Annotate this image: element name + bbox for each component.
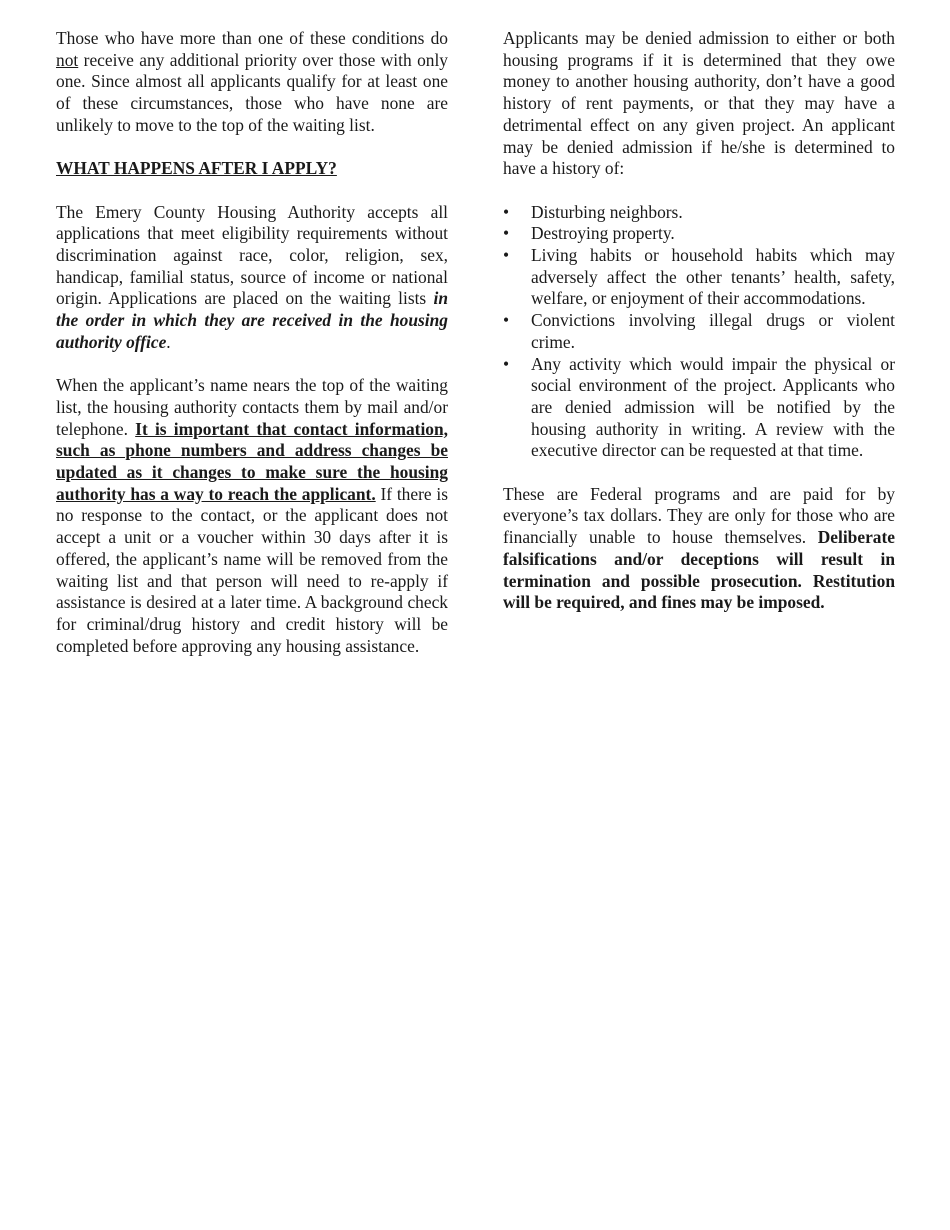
spacer	[56, 137, 448, 159]
list-item: • Living habits or household habits which may adversely affect the other tenants’ health, safety, welfare, or enjoyment of their accommodations.	[503, 245, 895, 309]
falsification-warning: Deliberate falsifications and/or deceptions will result in termination and possible prosecution. Restitution will be required, and fines may be imposed.	[503, 527, 895, 613]
spacer	[503, 180, 895, 202]
bullet-icon: •	[503, 310, 510, 331]
list-item: • Convictions involving illegal drugs or violent crime.	[503, 310, 895, 352]
denial-paragraph: Applicants may be denied admission to either or both housing programs if it is determined that they owe money to another housing authority, don’t have a good history of rent payments, or that they may have a detrimental effect on any given project. An applicant may be denied admission if he/she is determined to have a history of:	[503, 28, 895, 179]
bullet-icon: •	[503, 223, 510, 244]
acceptance-paragraph: The Emery County Housing Authority accepts all applications that meet eligibility requirements without discrimination against race, color, religion, sex, handicap, familial status, source of income or national origin. Applications are placed on the waiting lists in the order in which they are received in the housing authority office.	[56, 201, 448, 352]
list-item: • Destroying property.	[503, 223, 675, 244]
order-received-emphasis: in the order in which they are received in the housing authority office	[56, 288, 448, 352]
spacer	[56, 354, 448, 376]
bullet-icon: •	[503, 353, 510, 374]
bullet-icon: •	[503, 201, 510, 222]
bullet-icon: •	[503, 245, 510, 266]
not-underlined: not	[56, 49, 79, 70]
list-item: • Any activity which would impair the physical or social environment of the project. Applicants who are denied admission will be notified by the housing authority in writing. A review with the executive director can be requested at that time.	[503, 353, 895, 461]
spacer	[56, 180, 448, 202]
denial-history-list	[503, 202, 895, 462]
priority-paragraph: Those who have more than one of these conditions do not receive any additional priority over those with only one. Since almost all applicants qualify for at least one of these circumstances, those who have none are unlikely to move to the top of the waiting list.	[56, 28, 448, 135]
contact-paragraph: When the applicant’s name nears the top of the waiting list, the housing authority contacts them by mail and/or telephone. It is important that contact information, such as phone numbers and address changes be updated as it changes to make sure the housing authority has a way to reach the applicant. If there is no response to the contact, or the applicant does not accept a unit or a voucher within 30 days after it is offered, the applicant’s name will be removed from the waiting list and that person will need to re-apply if assistance is desired at a later time. A background check for criminal/drug history and credit history will be completed before approving any housing assistance.	[56, 375, 449, 656]
section-heading: WHAT HAPPENS AFTER I APPLY?	[56, 158, 337, 179]
left-column	[56, 28, 448, 657]
spacer	[503, 462, 895, 484]
contact-info-emphasis: It is important that contact information, such as phone numbers and address changes be updated as it changes to make sure the housing authority has a way to reach the applicant.	[56, 418, 449, 504]
federal-paragraph: These are Federal programs and are paid for by everyone’s tax dollars. They are only for those who are financially unable to house themselves. Deliberate falsifications and/or deceptions will result in termination and possible prosecution. Restitution will be required, and fines may be imposed.	[503, 483, 895, 613]
right-column	[503, 28, 895, 614]
list-item: • Disturbing neighbors.	[503, 201, 683, 222]
